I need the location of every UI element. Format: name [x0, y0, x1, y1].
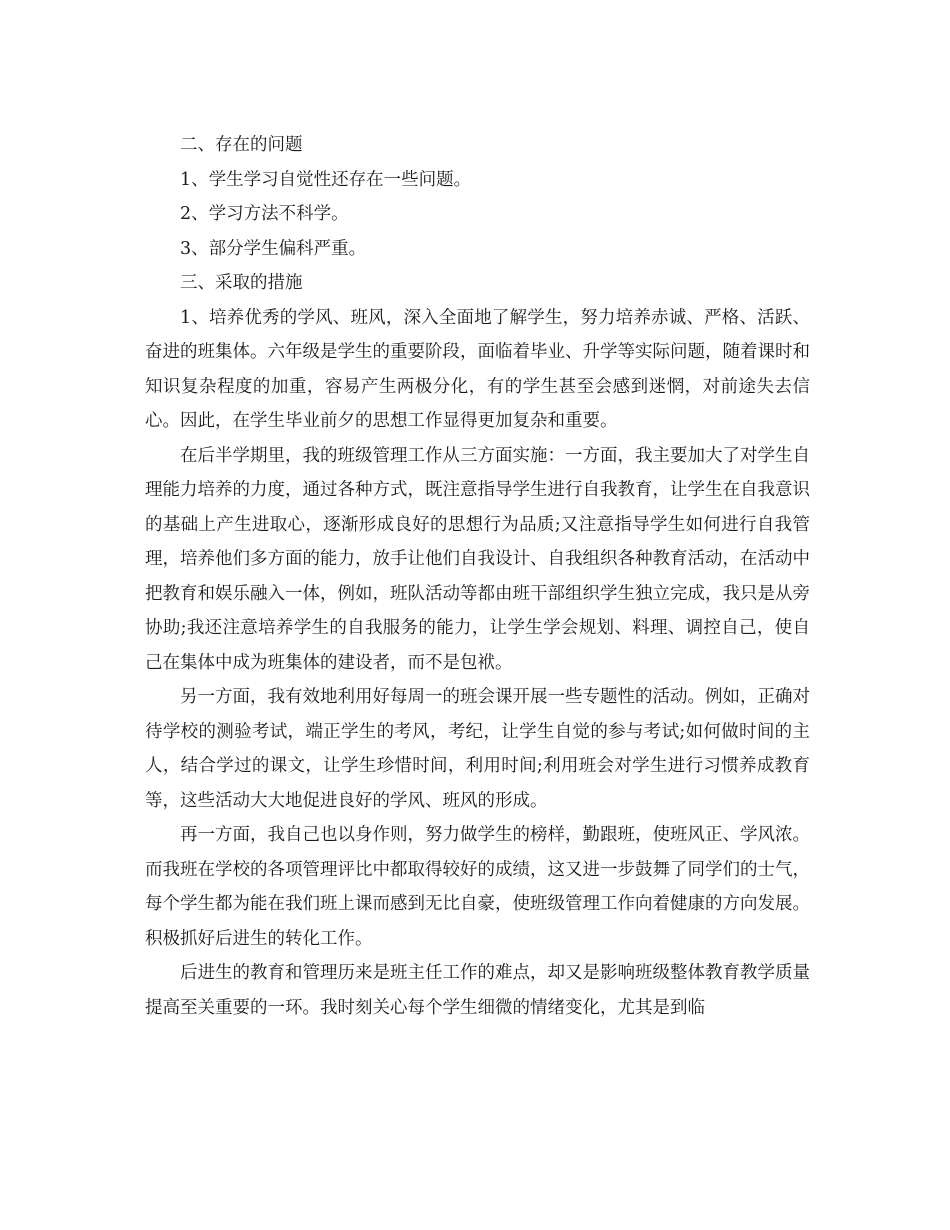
problem-item-2: 2、学习方法不科学。	[180, 204, 349, 224]
problem-item-1: 1、学生学习自觉性还存在一些问题。	[180, 169, 472, 190]
measure-paragraph-1: 1、培养优秀的学风、班风，深入全面地了解学生，努力培养赤诚、严格、活跃、奋进的班集体。六年级是学生的重要阶段，面临着毕业、升学等实际问题，随着课时和知识复杂程度的加重，容易产生两极分化，有的学生甚至会感到迷惘，对前途失去信心。因此，在学生毕业前夕的思想工作显得更加复杂和重要。	[145, 307, 810, 431]
document-body	[145, 128, 810, 1025]
body-paragraph-third-aspect: 再一方面，我自己也以身作则，努力做学生的榜样，勤跟班，使班风正、学风浓。而我班在学校的各项管理评比中都取得较好的成绩，这又进一步鼓舞了同学们的士气，每个学生都为能在我们班上课而感到无比自豪，使班级管理工作向着健康的方向发展。积极抓好后进生的转化工作。	[145, 825, 810, 949]
body-paragraph-first-aspect: 在后半学期里，我的班级管理工作从三方面实施：一方面，我主要加大了对学生自理能力培养的力度，通过各种方式，既注意指导学生进行自我教育，让学生在自我意识的基础上产生进取心，逐渐形成良好的思想行为品质;又注意指导学生如何进行自我管理，培养他们多方面的能力，放手让他们自我设计、自我组织各种教育活动，在活动中把教育和娱乐融入一体，例如，班队活动等都由班干部组织学生独立完成，我只是从旁协助;我还注意培养学生的自我服务的能力，让学生学会规划、料理、调控自己，使自己在集体中成为班集体的建设者，而不是包袱。	[145, 445, 810, 673]
section-heading-measures: 三、采取的措施	[180, 273, 303, 293]
problem-item-3: 3、部分学生偏科严重。	[180, 238, 367, 259]
section-heading-problems: 二、存在的问题	[180, 135, 303, 155]
body-paragraph-underperformers: 后进生的教育和管理历来是班主任工作的难点，却又是影响班级整体教育教学质量提高至关重要的一环。我时刻关心每个学生细微的情绪变化，尤其是到临	[145, 963, 810, 1018]
body-paragraph-second-aspect: 另一方面，我有效地利用好每周一的班会课开展一些专题性的活动。例如，正确对待学校的测验考试，端正学生的考风，考纪，让学生自觉的参与考试;如何做时间的主人，结合学过的课文，让学生珍惜时间，利用时间;利用班会对学生进行习惯养成教育等，这些活动大大地促进良好的学风、班风的形成。	[145, 687, 810, 811]
